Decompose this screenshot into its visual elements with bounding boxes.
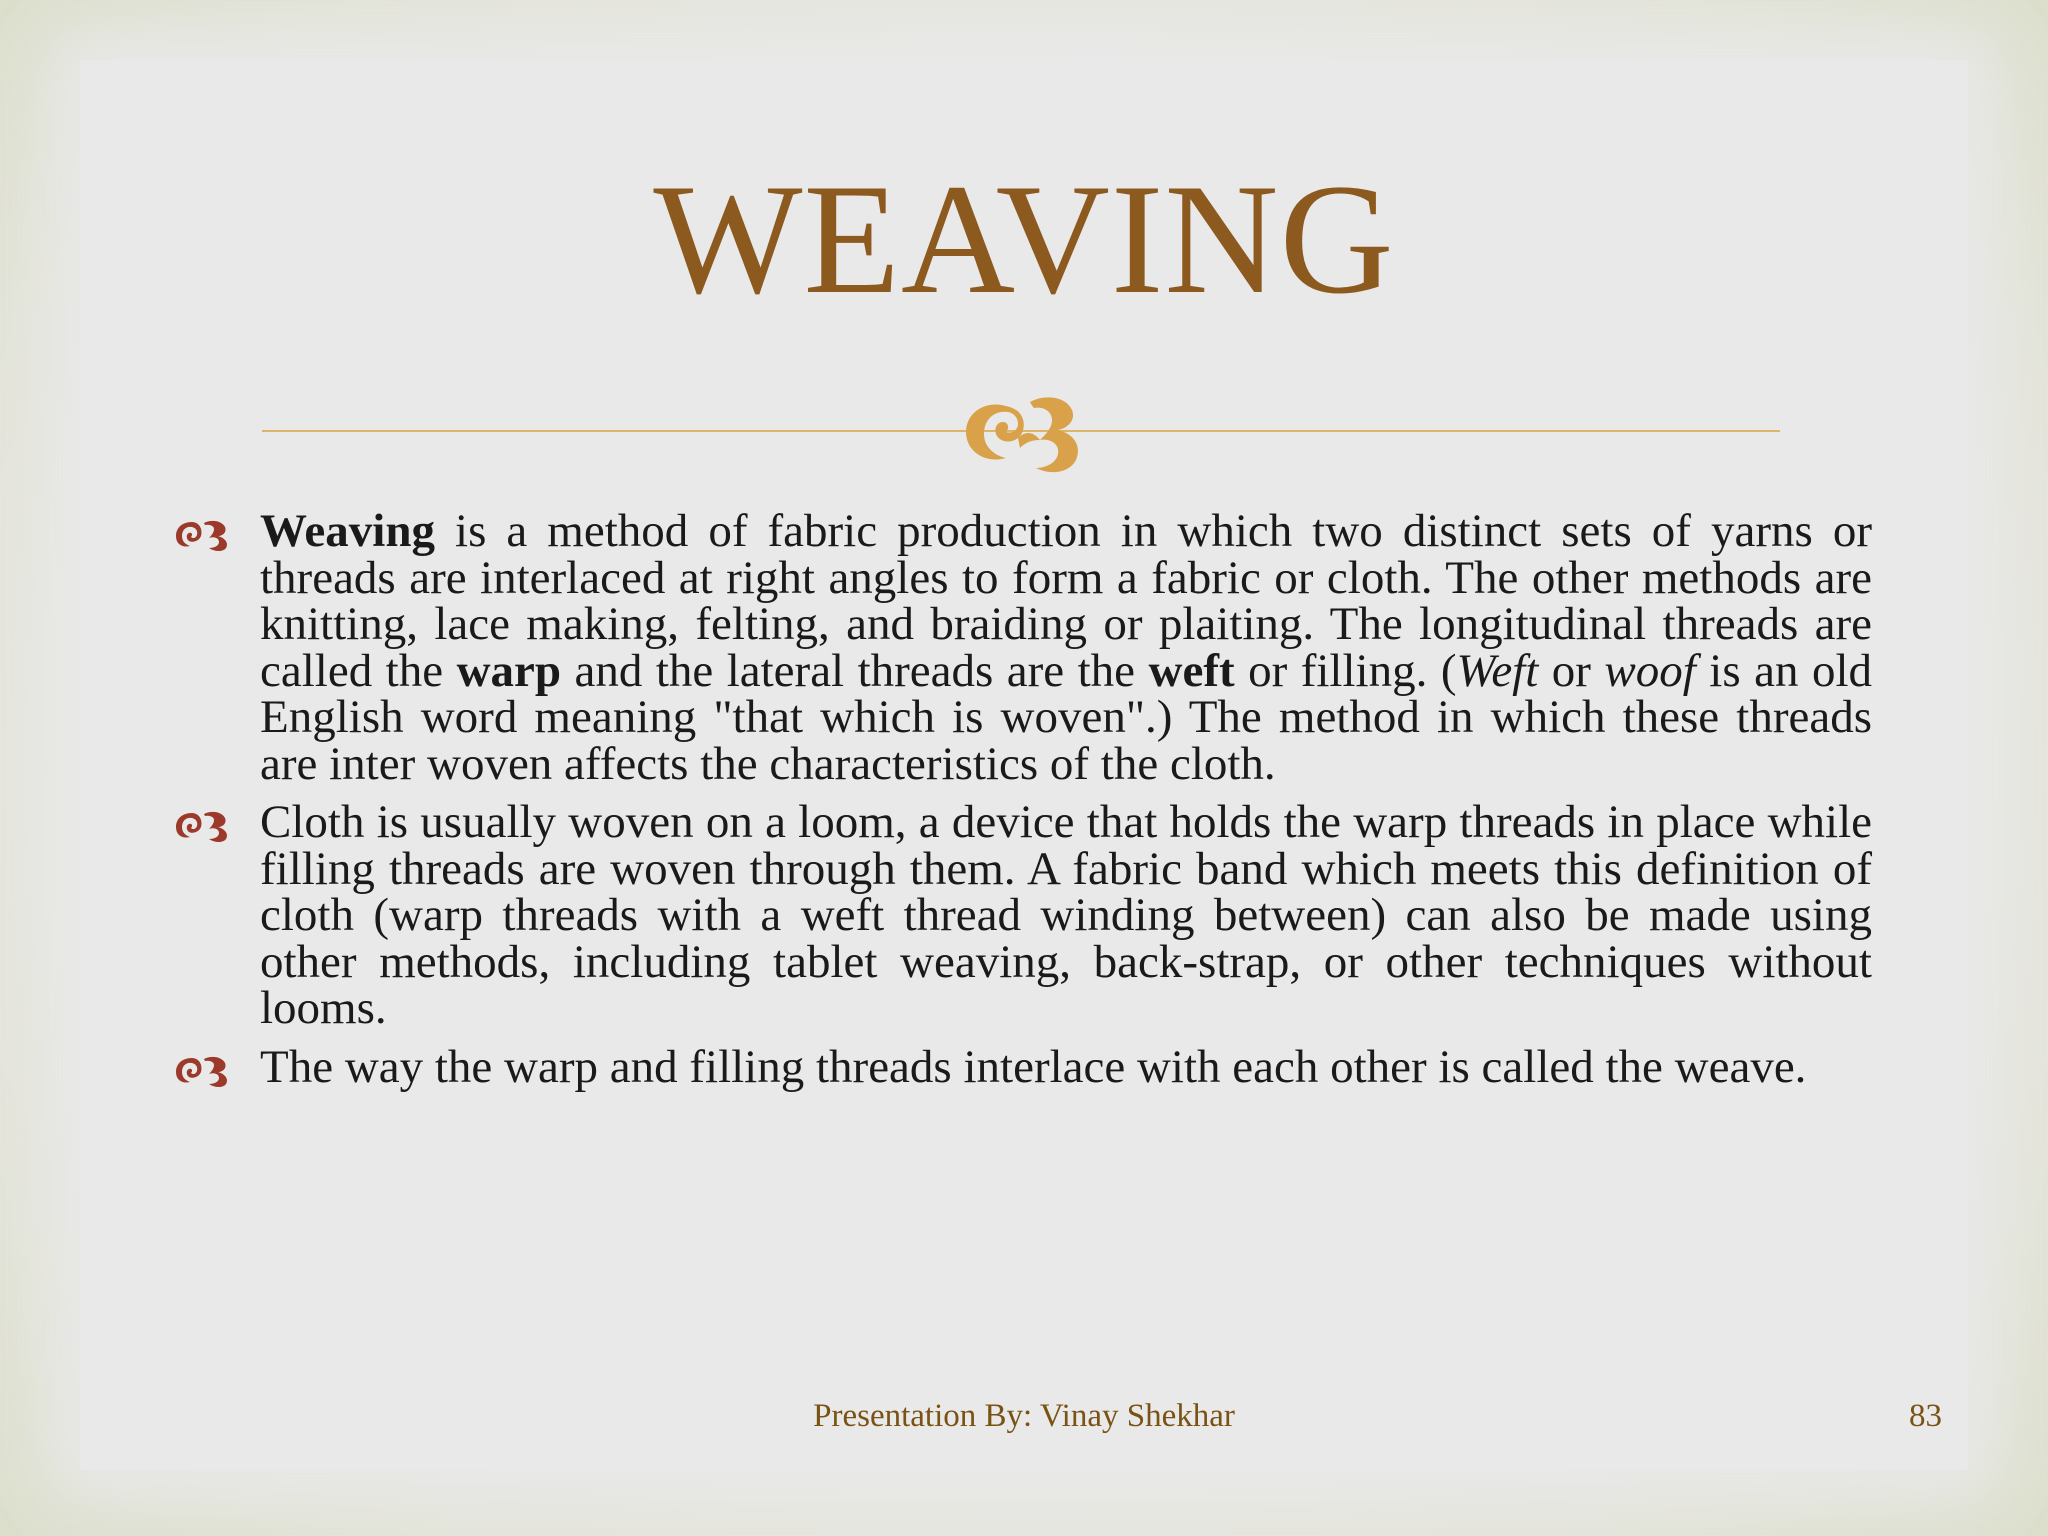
ornate-flourish-icon (948, 372, 1098, 482)
page-number: 83 (1909, 1398, 1942, 1434)
bullet-1-seg-0: Weaving (260, 505, 435, 557)
bullet-1-seg-9: is an old English word meaning "that which is woven".) The method in which these threads are inter woven affects the characteristics of the cloth. (260, 644, 1873, 790)
bullet-1-seg-3: and the lateral threads are the (561, 644, 1149, 697)
bullet-1-seg-1: is a method of fabric production in which two distinct sets of yarns or threads are interlaced at right angles to form a fabric or cloth. The other methods are knitting, lace making, felting, and braiding or plaiting. The longitudinal threads are called the (260, 505, 1872, 697)
floral-bullet-icon (174, 807, 230, 843)
bullet-item (170, 505, 1873, 790)
bullet-3-text: The way the warp and filling threads interlace with each other is called the weave. (260, 1040, 1807, 1093)
bullet-1-seg-4: weft (1148, 644, 1235, 697)
bullet-1-seg-5: or filling. ( (1234, 644, 1457, 697)
bullet-1-seg-7: or (1538, 644, 1605, 697)
floral-bullet-icon (174, 1052, 230, 1088)
bullet-2-text: Cloth is usually woven on a loom, a device that holds the warp threads in place while filling threads are woven through them. A fabric band which meets this definition of cloth (warp threads with a weft thread winding between) can also be made using other methods, including tablet weaving, back-strap, or other techniques without looms. (260, 796, 1872, 1034)
bullet-1-seg-8: woof (1604, 644, 1696, 697)
bullet-list (170, 505, 1873, 1102)
bullet-1-seg-6: Weft (1456, 644, 1539, 697)
slide-title: WEAVING (653, 152, 1395, 327)
floral-bullet-icon (174, 516, 230, 552)
bullet-1-seg-2: warp (456, 644, 562, 697)
footer-credit: Presentation By: Vinay Shekhar (813, 1398, 1235, 1434)
bullet-item (170, 1040, 1872, 1093)
bullet-item (170, 796, 1872, 1034)
